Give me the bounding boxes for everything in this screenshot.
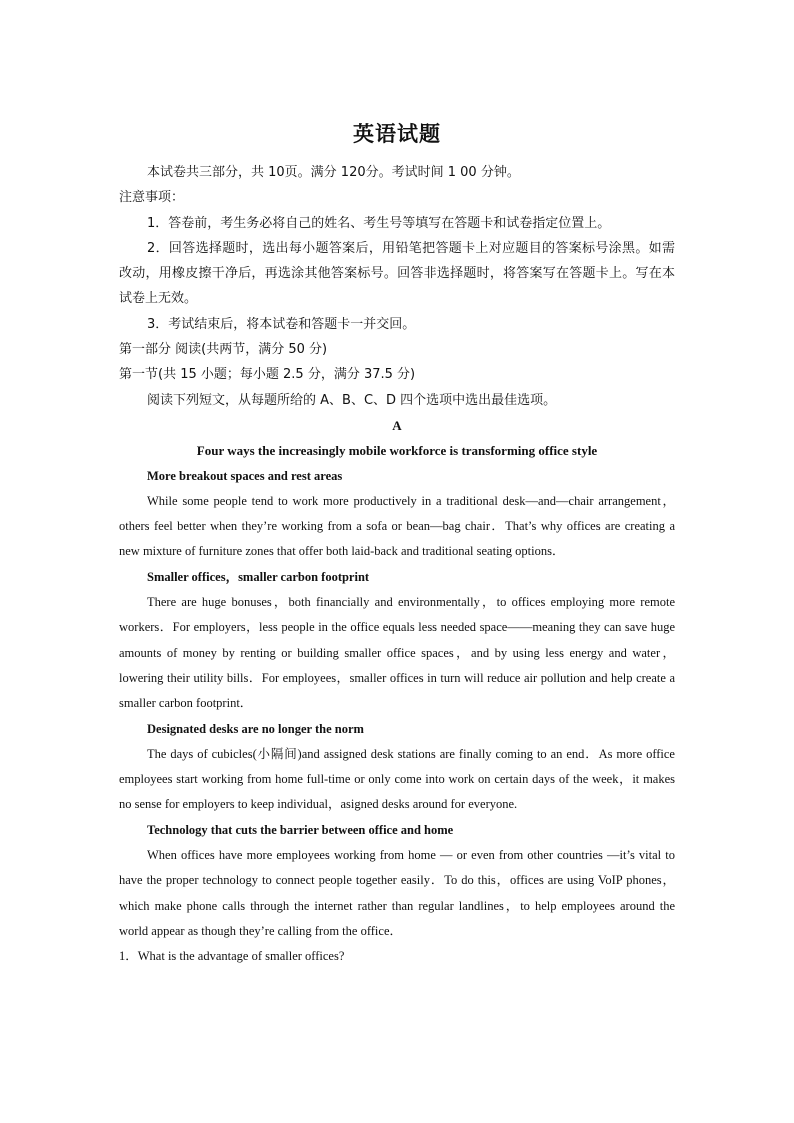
passage-letter: A (392, 417, 402, 433)
section-text: While some people tend to work more productively in a traditional desk—and—chair arrangement，others feel better when they’re working from a sofa or bean—bag chair．That’s why offices are creating a new mixture of furniture zones that offer both laid-back and traditional seating options． (119, 493, 675, 559)
section-text: There are huge bonuses，both financially and environmentally，to offices employing more remote workers．For employers，less people in the office equals less needed space——meaning they can save huge amounts of money by renting or building smaller office spaces，and by using less energy and water，lowering their utility bills．For employees，smaller offices in turn will reduce air pollution and help create a smaller carbon footprint． (119, 595, 675, 711)
question-1: 1．What is the advantage of smaller offices? (119, 949, 345, 964)
note-2: 2．回答选择题时，选出每小题答案后，用铅笔把答题卡上对应题目的答案标号涂黑。如需改动，用橡皮擦干净后，再选涂其他答案标号。回答非选择题时，将答案写在答题卡上。写在本试卷上无效。 (119, 240, 675, 307)
section-text: When offices have more employees working from home — or even from other countries —it’s vital to have the proper technology to connect people together easily．To do this，offices are using VoIP phones，which make phone calls through the internet rather than regular landlines，to help employees around the world appear as though they’re calling from the office． (119, 848, 675, 938)
passage-title: Four ways the increasingly mobile workforce is transforming office style (196, 443, 598, 459)
exam-intro: 本试卷共三部分，共 10页。满分 120分。考试时间 1 00 分钟。 (147, 165, 520, 180)
section-heading: Designated desks are no longer the norm (147, 721, 364, 736)
section-heading: Smaller offices，smaller carbon footprint (147, 569, 370, 584)
note-3: 3．考试结束后，将本试卷和答题卡一并交回。 (147, 316, 416, 332)
note-1: 1．答卷前，考生务必将自己的姓名、考生号等填写在答题卡和试卷指定位置上。 (147, 215, 611, 231)
section-heading: Technology that cuts the barrier between office and home (147, 822, 454, 837)
section-heading: More breakout spaces and rest areas (147, 468, 343, 483)
notes-label: 注意事项： (119, 190, 185, 206)
section-text: The days of cubicles(小隔间)and assigned desk stations are finally coming to an end．As more office employees start working from home full-time or only come into work on certain days of the week，it makes no sense for employers to keep individual，asigned desks around for everyone. (119, 746, 675, 812)
exam-page (119, 118, 675, 970)
reading-instruction: 阅读下列短文，从每题所给的 A、B、C、D 四个选项中选出最佳选项。 (147, 392, 557, 408)
part-1-title: 第一部分 阅读(共两节，满分 50 分) (119, 342, 328, 358)
section-1-title: 第一节(共 15 小题；每小题 2.5 分，满分 37.5 分) (119, 367, 416, 383)
page-title: 英语试题 (353, 121, 441, 146)
